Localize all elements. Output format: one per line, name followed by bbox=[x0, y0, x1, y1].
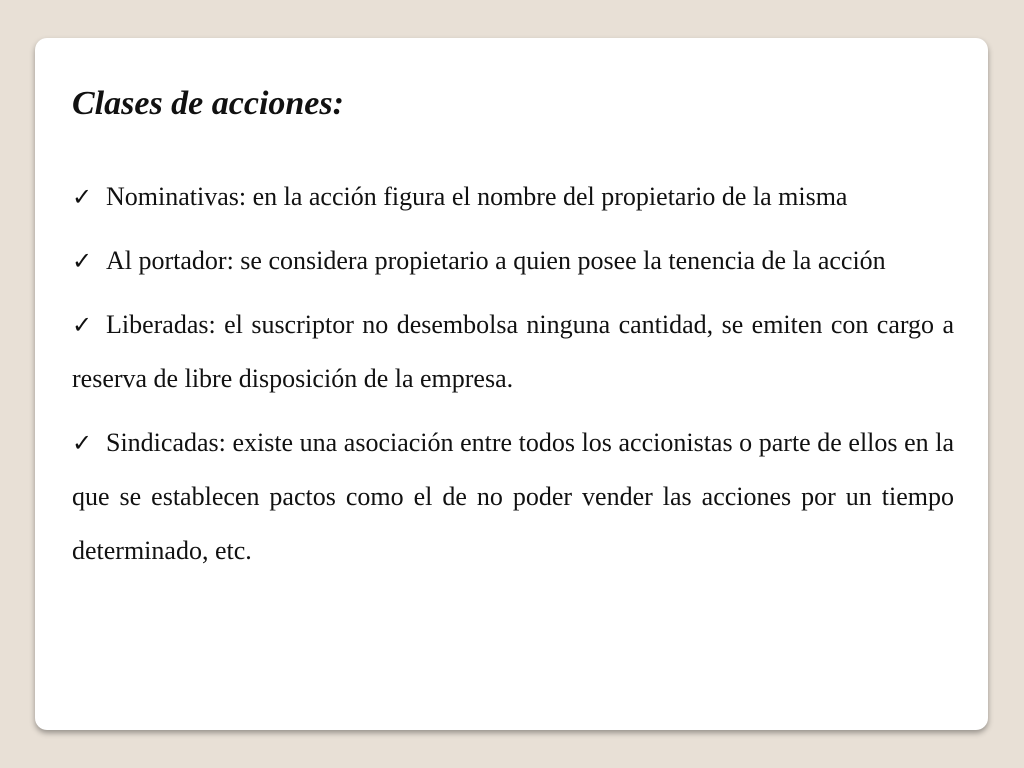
check-icon: ✓ bbox=[72, 311, 93, 339]
bullet-text: Liberadas: el suscriptor no desembolsa ninguna cantidad, se emiten con cargo a reserva de libre disposición de la empresa. bbox=[72, 310, 954, 393]
check-icon: ✓ bbox=[72, 247, 93, 275]
bullet-text: Nominativas: en la acción figura el nombre del propietario de la misma bbox=[106, 182, 848, 211]
bullet-item-liberadas bbox=[72, 298, 954, 406]
bullet-item-sindicadas bbox=[72, 416, 954, 578]
check-icon: ✓ bbox=[72, 429, 93, 457]
bullet-text: Al portador: se considera propietario a quien posee la tenencia de la acción bbox=[106, 246, 886, 275]
bullet-item-al-portador bbox=[72, 234, 954, 288]
slide-title: Clases de acciones: bbox=[72, 85, 344, 122]
bullet-list bbox=[72, 170, 954, 588]
check-icon: ✓ bbox=[72, 183, 93, 211]
bullet-item-nominativas bbox=[72, 170, 954, 224]
bullet-text: Sindicadas: existe una asociación entre todos los accionistas o parte de ellos en la que se establecen pactos como el de no poder vender las acciones por un tiempo determinado, etc. bbox=[72, 428, 954, 565]
